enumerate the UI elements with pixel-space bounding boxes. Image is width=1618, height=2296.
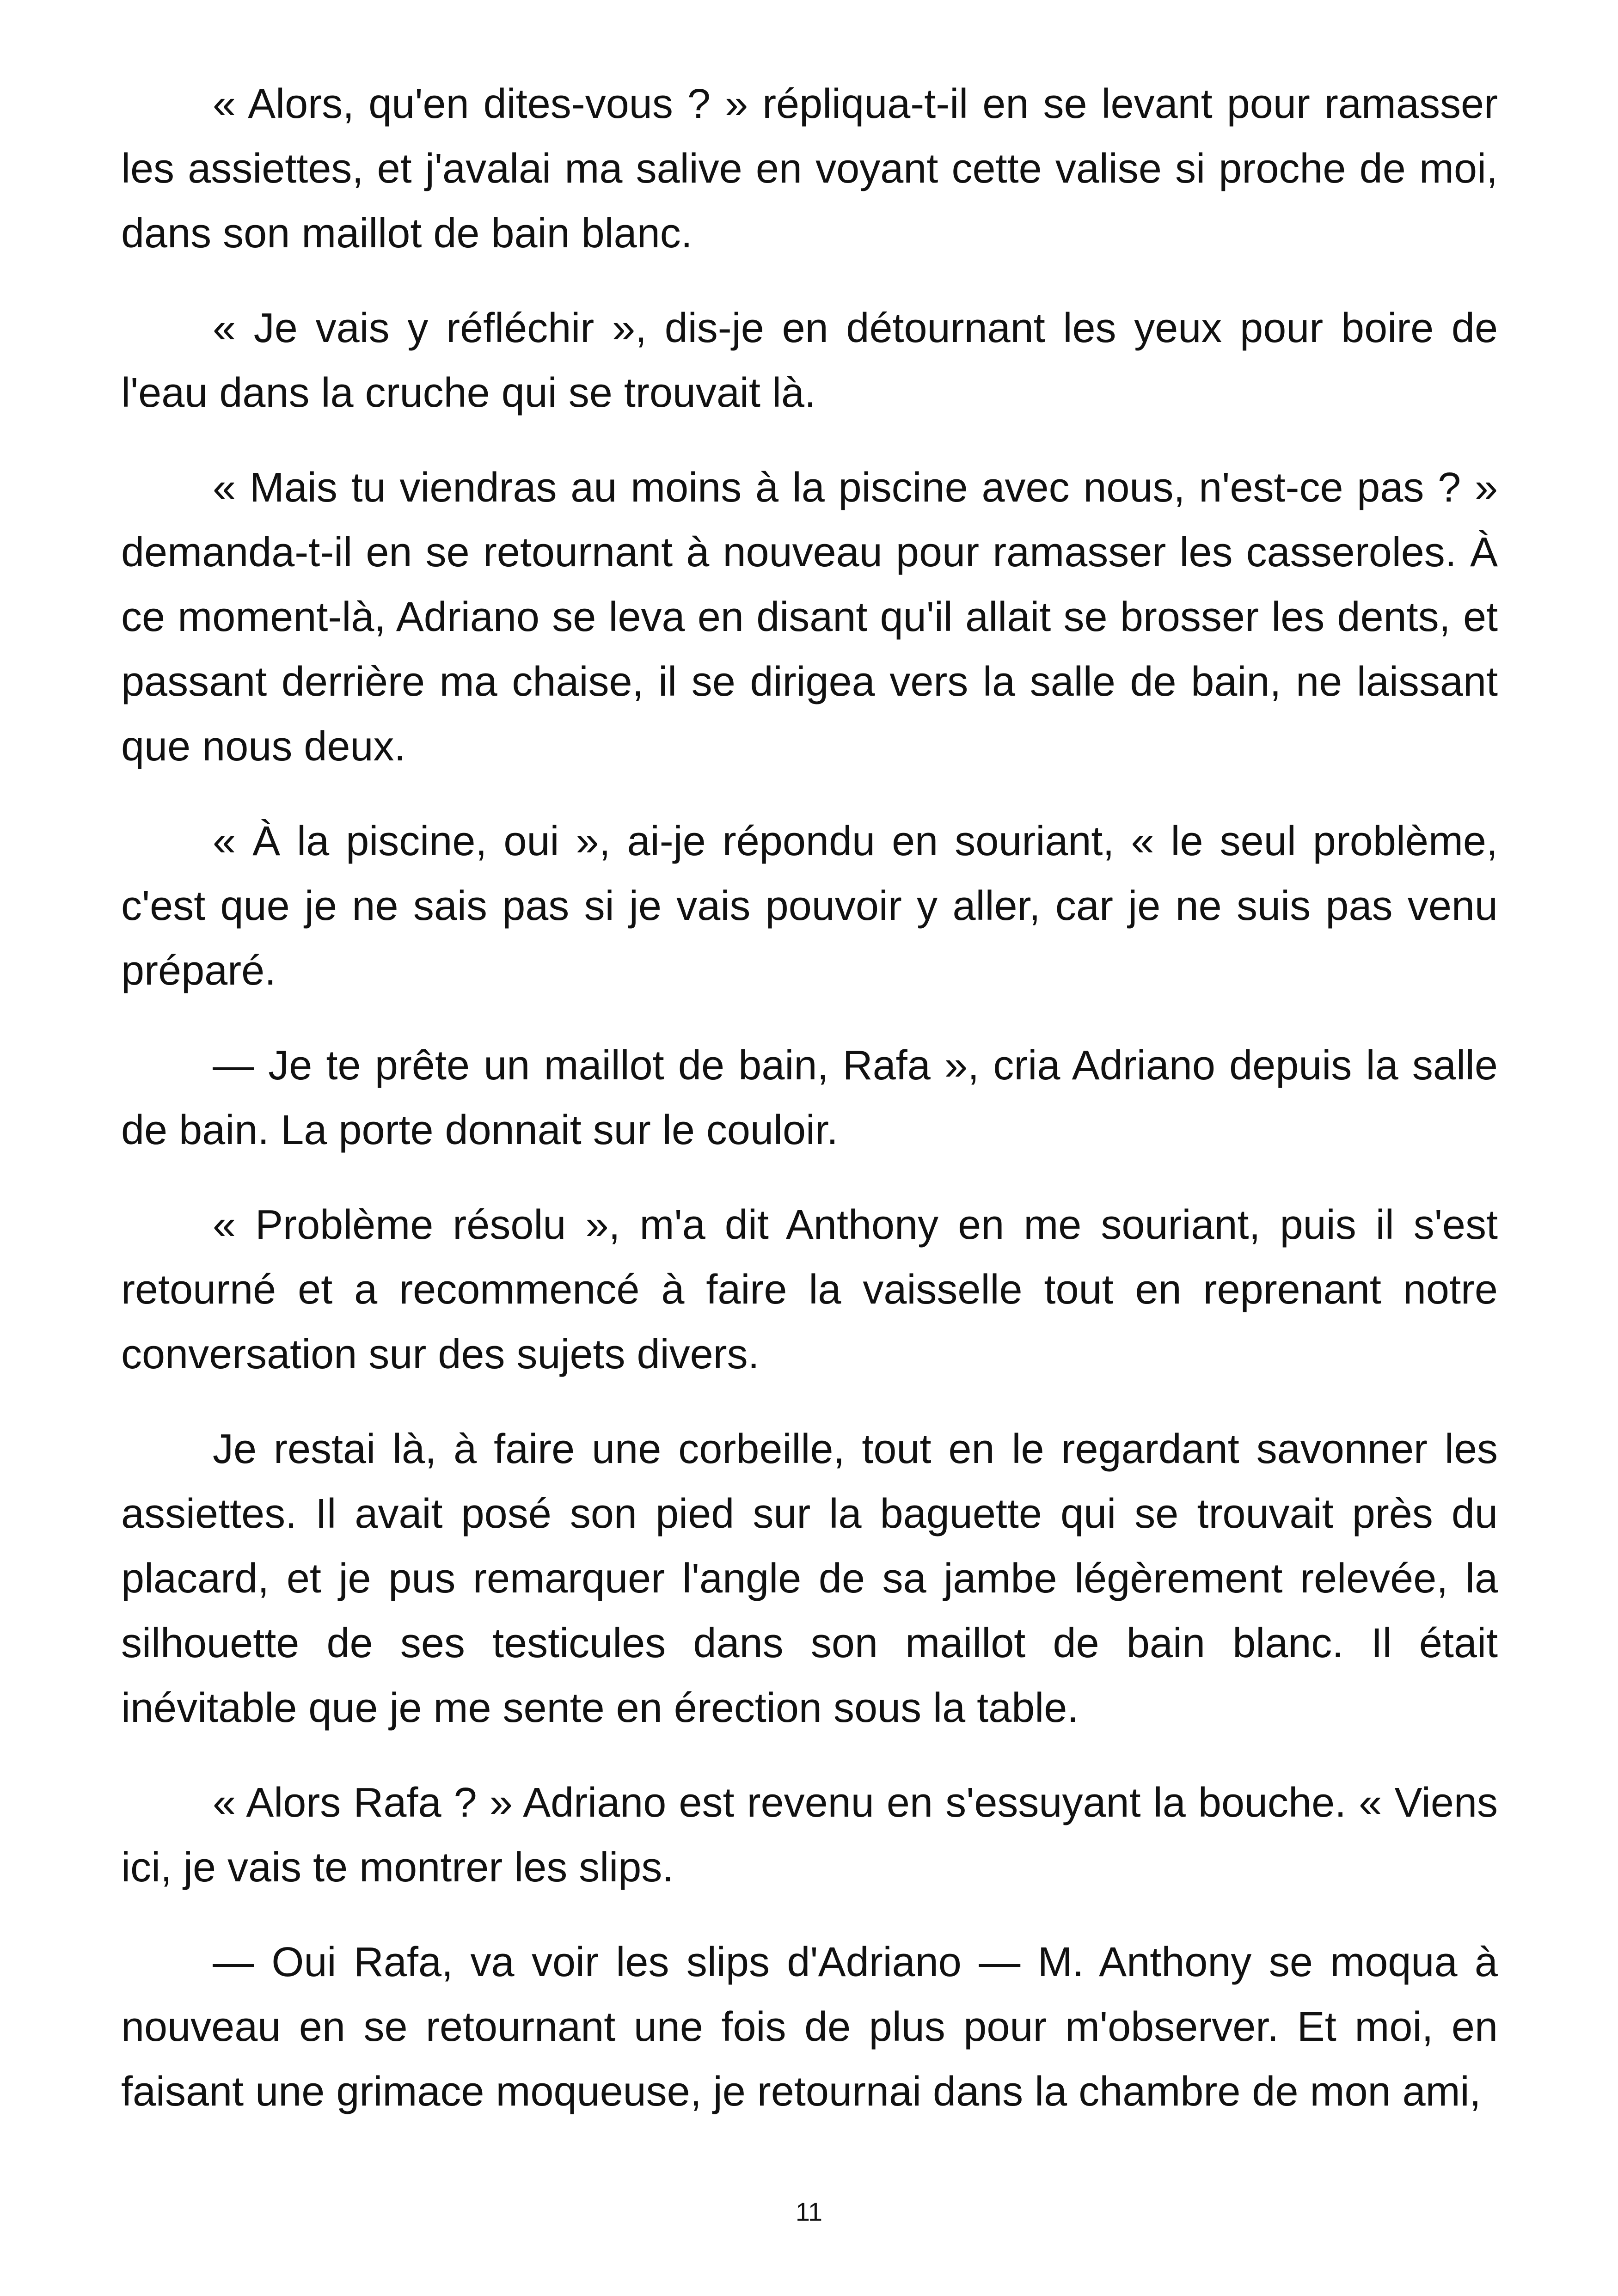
paragraph-9: — Oui Rafa, va voir les slips d'Adriano — M. Anthony se moqua à nouveau en se retournant une fois de plus pour m'observer. Et moi, en faisant une grimace moqueuse, je retournai dans la chambre de mon ami, <box>121 1939 1498 2115</box>
paragraph-8: « Alors Rafa ? » Adriano est revenu en s'essuyant la bouche. « Viens ici, je vais te montrer les slips. <box>121 1780 1498 1891</box>
body-text <box>121 72 1498 2154</box>
paragraph-7: Je restai là, à faire une corbeille, tout en le regardant savonner les assiettes. Il avait posé son pied sur la baguette qui se trouvait près du placard, et je pus remarquer l'angle de sa jambe légèrement relevée, la silhouette de ses testicules dans son maillot de bain blanc. Il était inévitable que je me sente en érection sous la table. <box>121 1426 1498 1731</box>
paragraph-4: « À la piscine, oui », ai-je répondu en souriant, « le seul problème, c'est que je ne sais pas si je vais pouvoir y aller, car je ne suis pas venu préparé. <box>121 818 1498 994</box>
paragraph-3: « Mais tu viendras au moins à la piscine avec nous, n'est-ce pas ? » demanda-t-il en se retournant à nouveau pour ramasser les casseroles. À ce moment-là, Adriano se leva en disant qu'il allait se brosser les dents, et passant derrière ma chaise, il se dirigea vers la salle de bain, ne laissant que nous deux. <box>121 465 1498 770</box>
paragraph-6: « Problème résolu », m'a dit Anthony en me souriant, puis il s'est retourné et a recommencé à faire la vaisselle tout en reprenant notre conversation sur des sujets divers. <box>121 1202 1498 1378</box>
paragraph-1: « Alors, qu'en dites-vous ? » répliqua-t-il en se levant pour ramasser les assiettes, et j'avalai ma salive en voyant cette valise si proche de moi, dans son maillot de bain blanc. <box>121 81 1498 257</box>
page-number: 11 <box>795 2197 823 2226</box>
paragraph-2: « Je vais y réfléchir », dis-je en détournant les yeux pour boire de l'eau dans la cruche qui se trouvait là. <box>121 305 1498 416</box>
paragraph-5: — Je te prête un maillot de bain, Rafa », cria Adriano depuis la salle de bain. La porte donnait sur le couloir. <box>121 1042 1498 1153</box>
